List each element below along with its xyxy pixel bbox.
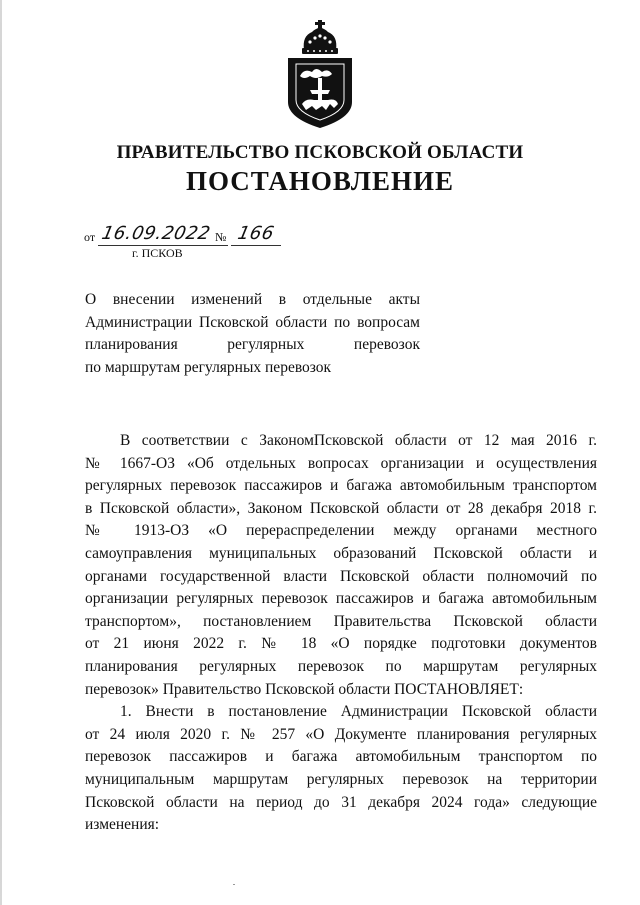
body-line: изменения: <box>85 816 160 834</box>
scan-speck <box>233 884 235 885</box>
body-line: транспортом», постановлением Правительства Псковской области <box>85 612 597 630</box>
body-line: Псковской области на период до 31 декабря 2024 года» следующие <box>85 793 597 811</box>
body-line: 1. Внести в постановление Администрации Псковской области <box>120 703 597 721</box>
body-line: организации регулярных перевозок пассажиров и багажа автомобильным <box>85 590 597 608</box>
body-line: в Псковской области», Законом Псковской области от 28 декабря 2018 г. <box>85 499 597 517</box>
subject-line: О внесении изменений в отдельные акты <box>85 291 420 308</box>
date-number-line <box>84 222 304 248</box>
date-prefix: от <box>84 230 96 244</box>
government-name: ПРАВИТЕЛЬСТВО ПСКОВСКОЙ ОБЛАСТИ <box>116 142 524 163</box>
body-line: от 21 июня 2022 г. № 18 «О порядке подготовки документов <box>85 635 597 653</box>
body-line: перевозок пассажиров и багажа автомобильным транспортом по <box>85 748 597 766</box>
body-line: муниципальным маршрутам регулярных перевозок на территории <box>85 770 597 788</box>
date-handwritten: 16.09.2022 <box>99 223 213 244</box>
number-prefix: № <box>215 230 227 244</box>
number-handwritten: 166 <box>235 223 277 244</box>
body-line: № 1913-ОЗ «О перераспределении между органами местного <box>85 522 597 540</box>
body-line: от 24 июля 2020 г. № 257 «О Документе планирования регулярных <box>85 725 597 743</box>
scan-edge <box>0 0 2 905</box>
body-line: органами государственной власти Псковской области полномочий по <box>85 567 597 585</box>
document-type: ПОСТАНОВЛЕНИЕ <box>185 166 455 196</box>
body-line: самоуправления муниципальных образований Псковской области и <box>85 544 597 562</box>
body-line: № 1667-ОЗ «Об отдельных вопросах организации и осуществления <box>85 454 597 472</box>
body-line: перевозок» Правительство Псковской области ПОСТАНОВЛЯЕТ: <box>85 680 524 698</box>
document-body <box>85 430 597 837</box>
subject-line: Администрации Псковской области по вопросам <box>85 313 420 331</box>
number-underline <box>231 245 281 246</box>
body-line: регулярных перевозок пассажиров и багажа автомобильным транспортом <box>85 477 597 495</box>
body-line: планирования регулярных перевозок по маршрутам регулярных <box>85 657 597 675</box>
body-line: В соответствии с ЗакономПсковской области от 12 мая 2016 г. <box>120 432 597 449</box>
subject-line: по маршрутам регулярных перевозок <box>85 358 332 376</box>
subject-line: планирования регулярных перевозок <box>85 336 420 353</box>
document-subject <box>85 289 420 379</box>
city-label: г. ПСКОВ <box>132 246 183 260</box>
pskov-coat-of-arms-icon <box>282 18 358 130</box>
